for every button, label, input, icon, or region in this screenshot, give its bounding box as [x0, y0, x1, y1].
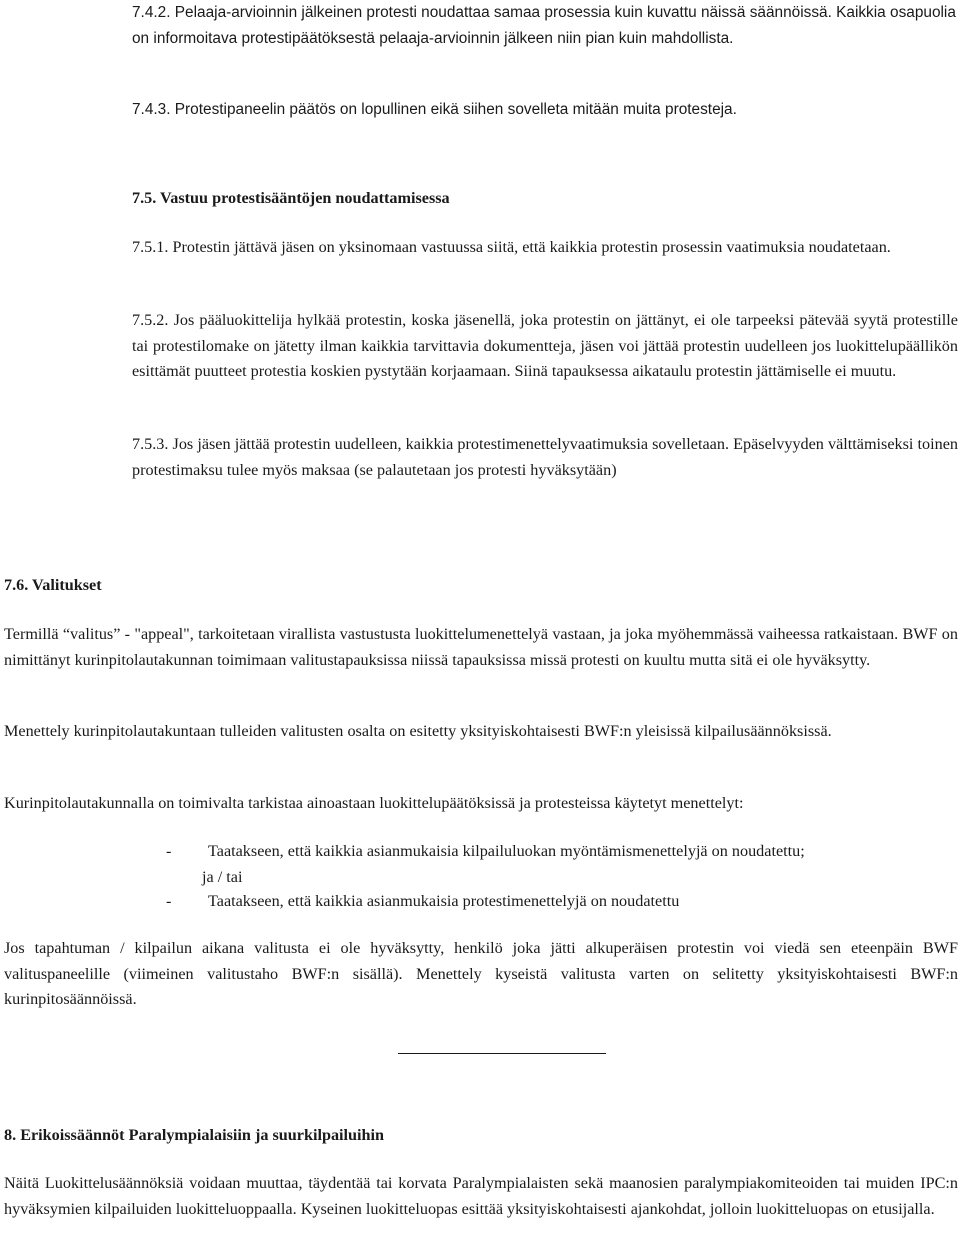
paragraph-7-6-term: Termillä “valitus” - "appeal", tarkoitetaan virallista vastustusta luokittelumenettelyä vastaan, ja joka myöhemmässä vaiheessa ratkaistaan. BWF on nimittänyt kurinpitolautakunnan toimimaan valitustapauksissa niissä tapauksissa missä protesti on kuultu mutta sitä ei ole hyväksytty.: [4, 625, 958, 669]
list-item: [0, 839, 960, 891]
paragraph-7-5-1: 7.5.1. Protestin jättävä jäsen on yksinomaan vastuussa siitä, että kaikkia protestin prosessin vaatimuksia noudatetaan.: [132, 238, 891, 256]
heading-7-5: 7.5. Vastuu protestisääntöjen noudattamisessa: [132, 189, 450, 207]
paragraph-7-6-appeal: Jos tapahtuman / kilpailun aikana valitusta ei ole hyväksytty, henkilö joka jätti alkuperäisen protestin voi viedä sen eteenpäin BWF valituspaneelille (viimeinen valitustaho BWF:n sisällä). Menettely kyseistä valitusta varten on selitetty yksityiskohtaisesti BWF:n kurinpitosäännöissä.: [4, 939, 958, 1009]
separator-line: [398, 1053, 606, 1054]
heading-8: 8. Erikoissäännöt Paralympialaisiin ja suurkilpailuihin: [4, 1126, 385, 1144]
list-item-subtext: ja / tai: [202, 867, 243, 886]
list-item: [0, 889, 960, 915]
paragraph-7-6-procedure: Menettely kurinpitolautakuntaan tulleiden valitusten osalta on esitetty yksityiskohtaisesti BWF:n yleisissä kilpailusäännöksissä.: [4, 722, 832, 740]
paragraph-7-5-3: 7.5.3. Jos jäsen jättää protestin uudelleen, kaikkia protestimenettelyvaatimuksia sovelletaan. Epäselvyyden välttämiseksi toinen protestimaksu tulee myös maksaa (se palautetaan jos protesti hyväksytään): [132, 435, 958, 479]
paragraph-7-4-2: 7.4.2. Pelaaja-arvioinnin jälkeinen protesti noudattaa samaa prosessia kuin kuvattu näissä säännöissä. Kaikkia osapuolia on informoitava protestipäätöksestä pelaaja-arvioinnin jälkeen niin pian kuin mahdollista.: [132, 4, 956, 47]
paragraph-7-6-jurisdiction: Kurinpitolautakunnalla on toimivalta tarkistaa ainoastaan luokittelupäätöksissä ja protesteissa käytetyt menettelyt:: [4, 794, 744, 812]
list-dash: -: [166, 842, 172, 860]
heading-7-6: 7.6. Valitukset: [4, 576, 102, 594]
list-item-text: Taatakseen, että kaikkia asianmukaisia kilpailuluokan myöntämismenettelyjä on noudatettu;: [208, 842, 805, 860]
paragraph-7-4-3: 7.4.3. Protestipaneelin päätös on lopullinen eikä siihen sovelleta mitään muita protesteja.: [132, 101, 737, 118]
list-dash: -: [166, 892, 172, 910]
paragraph-7-5-2: 7.5.2. Jos pääluokittelija hylkää protestin, koska jäsenellä, joka protestin on jättänyt, ei ole tarpeeksi pätevää syytä protestille tai protestilomake on jätetty ilman kaikkia tarvittavia dokumentteja, jäsen voi jättää protestin uudelleen jos luokittelupäällikön esittämät puutteet protestia koskien pystytään korjaamaan. Siinä tapauksessa aikataulu protestin jättämiselle ei muutu.: [132, 311, 958, 381]
list-item-text: Taatakseen, että kaikkia asianmukaisia protestimenettelyjä on noudatettu: [208, 892, 680, 910]
paragraph-8: Näitä Luokittelusäännöksiä voidaan muuttaa, täydentää tai korvata Paralympialaisten sekä maanosien paralympiakomiteoiden tai muiden IPC:n hyväksymien kilpailuiden luokitteluoppaalla. Kyseinen luokitteluopas esittää yksityiskohtaisesti ajankohdat, jolloin luokitteluopas on etusijalla.: [4, 1174, 958, 1218]
